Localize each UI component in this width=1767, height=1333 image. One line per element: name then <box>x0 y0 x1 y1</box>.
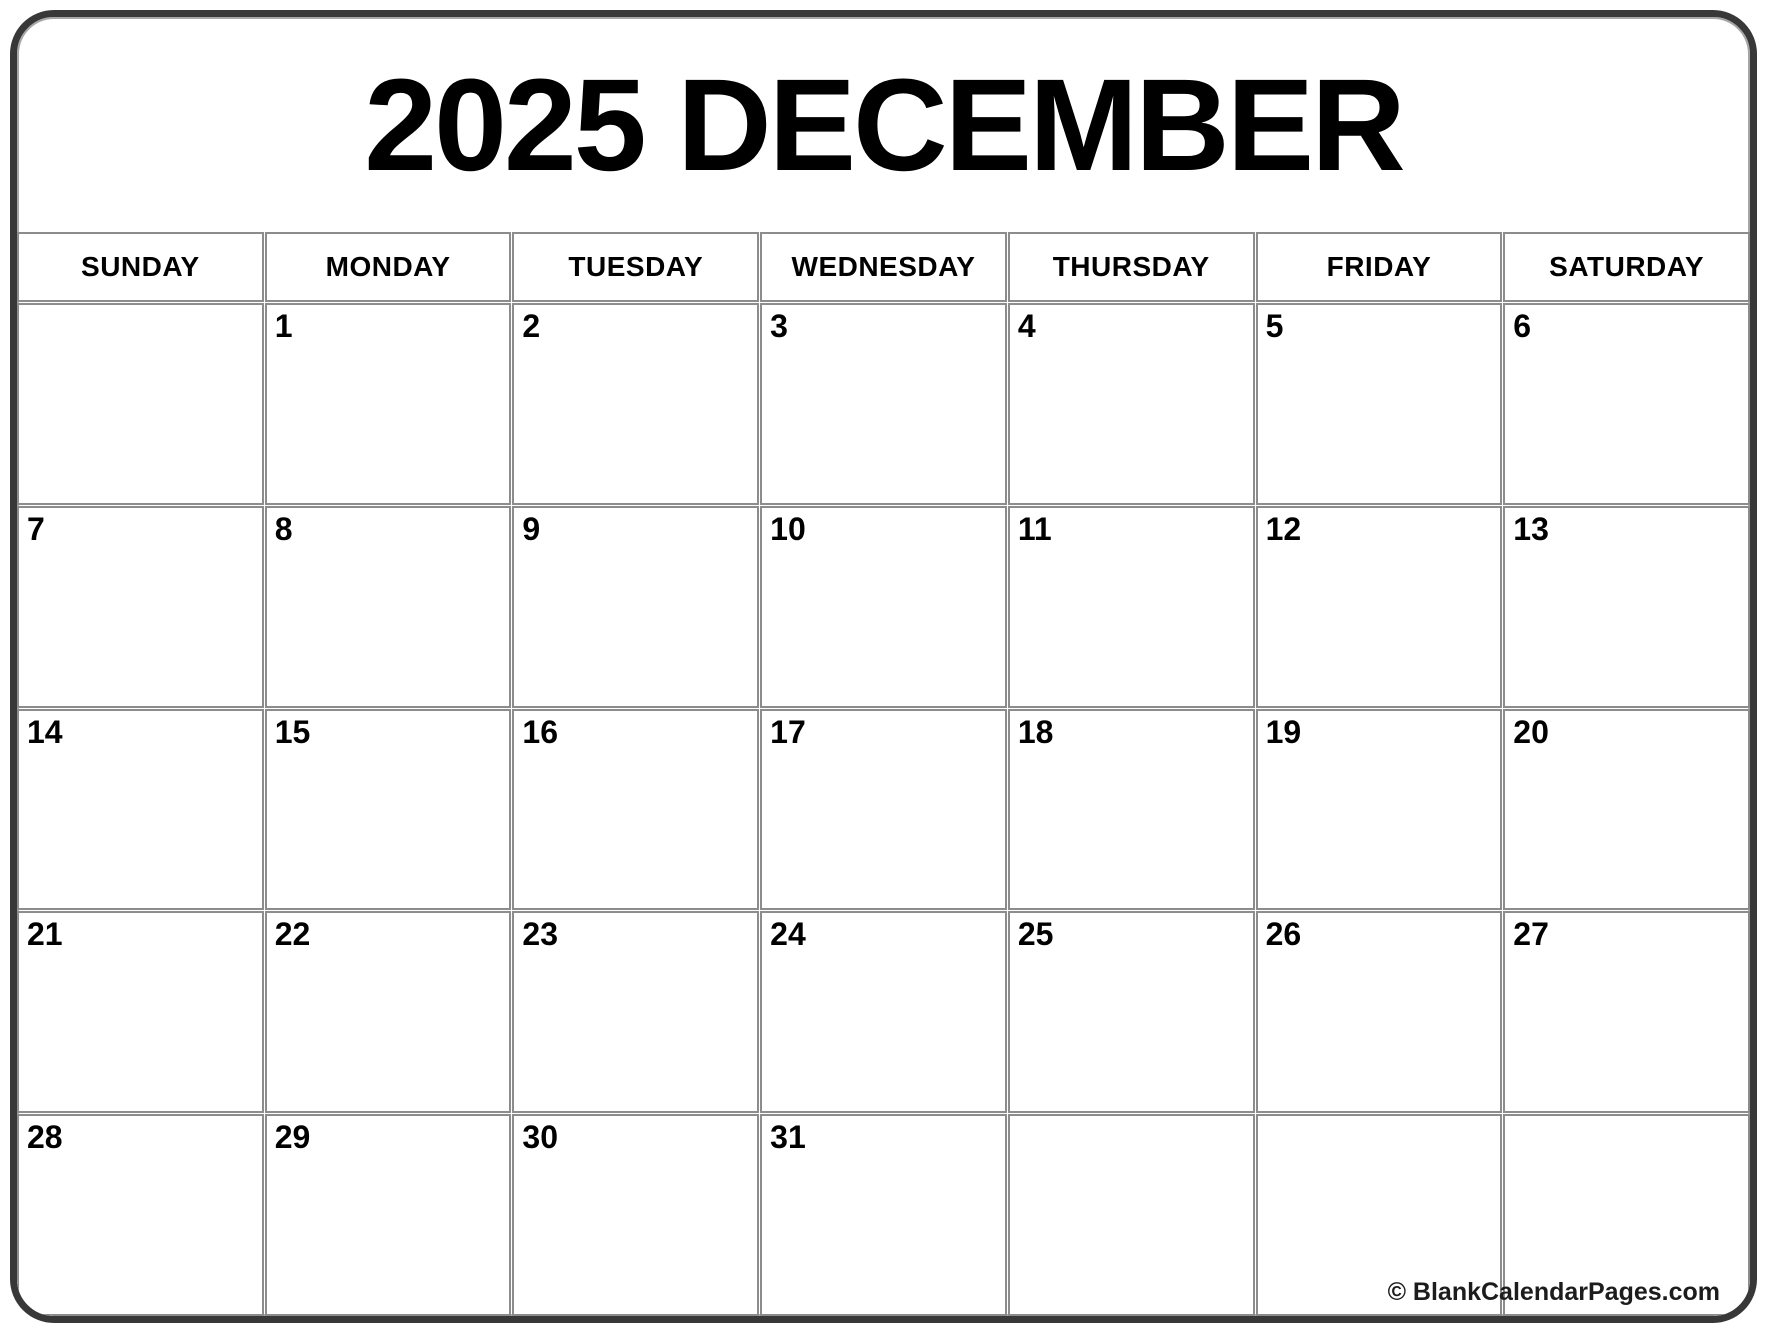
day-number: 6 <box>1513 308 1532 344</box>
weekday-header: WEDNESDAY <box>760 232 1007 302</box>
day-number: 31 <box>770 1119 806 1156</box>
day-cell <box>1008 506 1255 708</box>
weekday-header: THURSDAY <box>1008 232 1255 302</box>
day-number: 16 <box>522 713 559 750</box>
day-number: 25 <box>1017 916 1054 953</box>
day-cell <box>1256 709 1503 911</box>
calendar-title: 2025 DECEMBER <box>364 51 1403 198</box>
day-cell <box>760 506 1007 708</box>
day-cell <box>265 506 512 708</box>
day-number: 14 <box>27 713 63 750</box>
day-cell <box>265 1114 512 1316</box>
day-cell <box>1503 709 1750 911</box>
weekday-header: FRIDAY <box>1256 232 1503 302</box>
day-number: 2 <box>522 308 541 344</box>
day-cell <box>760 911 1007 1113</box>
day-cell <box>17 506 264 708</box>
day-number: 24 <box>770 916 806 953</box>
day-cell <box>1256 506 1503 708</box>
day-cell <box>1503 911 1750 1113</box>
day-cell <box>1008 303 1255 505</box>
day-cell <box>17 709 264 911</box>
day-number: 7 <box>27 510 45 547</box>
day-cell <box>265 911 512 1113</box>
weekday-header: MONDAY <box>265 232 512 302</box>
day-cell <box>760 1114 1007 1316</box>
day-cell <box>265 709 512 911</box>
watermark-text: © BlankCalendarPages.com <box>1387 1278 1720 1306</box>
day-cell <box>1008 1114 1255 1316</box>
day-number: 3 <box>770 308 788 344</box>
day-number: 1 <box>274 308 293 344</box>
day-cell <box>760 303 1007 505</box>
day-cell <box>17 1114 264 1316</box>
day-cell <box>1008 709 1255 911</box>
day-cell <box>512 303 759 505</box>
day-number: 11 <box>1017 510 1052 547</box>
day-number: 15 <box>274 713 311 750</box>
day-number: 9 <box>522 510 541 547</box>
day-number: 12 <box>1265 510 1302 547</box>
day-number: 17 <box>770 713 806 750</box>
day-cell <box>512 709 759 911</box>
calendar-grid <box>17 232 1750 1316</box>
day-cell <box>1503 303 1750 505</box>
day-number: 20 <box>1513 713 1549 750</box>
day-cell <box>17 911 264 1113</box>
day-number: 18 <box>1017 713 1054 750</box>
day-number: 30 <box>522 1119 559 1156</box>
weekday-header: SATURDAY <box>1503 232 1750 302</box>
day-number: 27 <box>1513 916 1549 953</box>
day-number: 28 <box>27 1119 63 1156</box>
day-number: 19 <box>1265 713 1302 750</box>
day-cell <box>17 303 264 505</box>
day-cell <box>265 303 512 505</box>
day-cell <box>1503 506 1750 708</box>
day-number: 29 <box>274 1119 311 1156</box>
day-cell <box>512 506 759 708</box>
day-number: 4 <box>1017 308 1036 344</box>
day-number: 10 <box>770 510 806 547</box>
day-number: 5 <box>1265 308 1284 344</box>
day-number: 13 <box>1513 510 1549 547</box>
weekday-header: SUNDAY <box>17 232 264 302</box>
day-cell <box>512 1114 759 1316</box>
day-cell <box>760 709 1007 911</box>
calendar-page-frame <box>10 10 1757 1323</box>
day-number: 23 <box>522 916 559 953</box>
day-cell <box>1008 911 1255 1113</box>
title-area <box>17 17 1750 232</box>
day-cell <box>1256 911 1503 1113</box>
day-number: 26 <box>1265 916 1302 953</box>
day-number: 22 <box>274 916 311 953</box>
day-number: 8 <box>274 510 293 547</box>
day-cell <box>1256 303 1503 505</box>
weekday-header: TUESDAY <box>512 232 759 302</box>
day-cell <box>512 911 759 1113</box>
day-number: 21 <box>27 916 63 953</box>
